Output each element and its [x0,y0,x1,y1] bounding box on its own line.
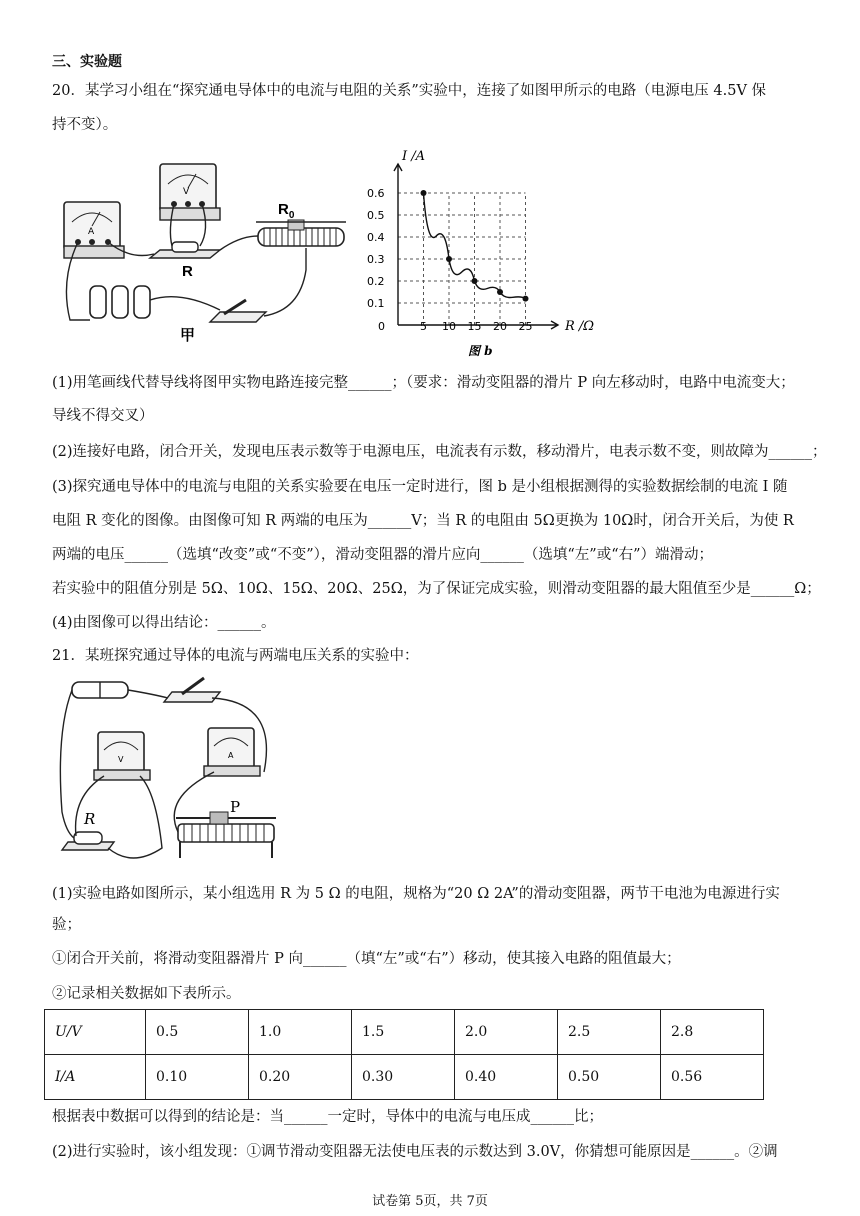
data-table [44,1009,764,1100]
chart-caption: 图 b [468,344,493,358]
q20-part3-line2: 电阻 R 变化的图像。由图像可知 R 两端的电压为______V；当 R 的电阻由 5Ω更换为 10Ω时，闭合开关后，为使 R [52,513,794,529]
voltmeter-icon [94,732,150,780]
q21-part1-line2: 验； [52,917,81,933]
battery-icon [72,682,128,698]
q20-part3-line4: 若实验中的阻值分别是 5Ω、10Ω、15Ω、20Ω、25Ω，为了保证完成实验，则滑动变阻器的最大阻值至少是______Ω； [52,581,821,597]
header-text: U/V [55,1024,82,1040]
q21-part2: (2)进行实验时，该小组发现：①调节滑动变阻器无法使电压表的示数达到 3.0V，你猜想可能原因是______。②调 [52,1144,778,1160]
x-tick-label: 5 [420,320,427,333]
resistor-label: R [84,810,96,828]
chart-grid [398,193,526,325]
chart-xlabel: R /Ω [565,319,595,334]
switch-icon [210,300,266,322]
q20-part1-line1: (1)用笔画线代替导线将图甲实物电路连接完整______；（要求：滑动变阻器的滑片 P 向左移动时，电路中电流变大； [52,375,795,391]
rheostat-icon [176,812,276,858]
table-cell: 1.5 [352,1010,455,1055]
x-tick-label: 10 [442,320,456,333]
table-cell: 0.56 [661,1055,764,1100]
table-cell: 0.5 [146,1010,249,1055]
x-tick-label: 20 [493,320,507,333]
data-point [523,296,529,302]
ammeter-label: A [228,751,234,760]
voltmeter-label: V [183,187,190,197]
circuit-figure-jia [50,150,360,360]
rheostat-label: $R_0$ [278,201,295,221]
table-cell: 1.0 [249,1010,352,1055]
chart-origin-label: 0 [378,320,385,333]
y-tick-label: 0.6 [367,187,385,200]
q21-conclusion: 根据表中数据可以得到的结论是：当______一定时，导体中的电流与电压成______比； [52,1109,603,1125]
table-row [45,1010,764,1055]
q20-part2: (2)连接好电路，闭合开关，发现电压表示数等于电源电压，电流表有示数，移动滑片，电表示数不变，则故障为______； [52,444,827,460]
ammeter-icon [204,728,260,776]
q21-part1-line1: (1)实验电路如图所示，某小组选用 R 为 5 Ω 的电阻，规格为“20 Ω 2A”的滑动变阻器，两节干电池为电源进行实 [52,886,780,902]
table-cell: 2.0 [455,1010,558,1055]
battery-icon [90,286,150,318]
figure-caption-jia: 甲 [180,326,196,344]
y-tick-label: 0.4 [367,231,385,244]
table-cell: 0.20 [249,1055,352,1100]
voltmeter-icon [160,164,220,220]
ammeter-label: A [88,227,95,237]
q21-intro: 21．某班探究通过导体的电流与两端电压关系的实验中： [52,648,419,664]
ammeter-icon [64,202,124,258]
circuit-figure-q21 [52,672,292,872]
page-footer: 试卷第 5页，共 7页 [372,1194,488,1209]
table-cell: 2.8 [661,1010,764,1055]
rheostat-icon [256,220,346,246]
data-point [472,278,478,284]
data-point [497,289,503,295]
section-title: 三、实验题 [52,54,122,70]
q21-step1: ①闭合开关前，将滑动变阻器滑片 P 向______（填“左”或“右”）移动，使其接入电路的阻值最大； [52,951,681,967]
resistor-icon [150,242,220,258]
chart-axes [394,164,558,329]
chart-ylabel: I /A [402,149,426,164]
table-row [45,1055,764,1100]
q20-part4: (4)由图像可以得出结论：______。 [52,615,276,631]
q20-part1-line2: 导线不得交叉） [52,408,154,424]
y-tick-label: 0.1 [367,297,385,310]
q20-intro-line1: 20．某学习小组在“探究通电导体中的电流与电阻的关系”实验中，连接了如图甲所示的电路（电源电压 4.5V 保 [52,83,767,99]
table-cell: 0.50 [558,1055,661,1100]
header-text: I/A [55,1069,76,1085]
y-tick-label: 0.3 [367,253,385,266]
table-header-cell [45,1010,146,1055]
x-tick-label: 25 [518,320,533,333]
table-header-cell [45,1055,146,1100]
q20-part3-line1: (3)探究通电导体中的电流与电阻的关系实验要在电压一定时进行，图 b 是小组根据测得的实验数据绘制的电流 I 随 [52,479,788,495]
chart-figure-b [360,140,620,365]
table-cell: 0.40 [455,1055,558,1100]
data-point [446,256,452,262]
switch-icon [164,678,220,702]
table-cell: 0.30 [352,1055,455,1100]
y-tick-label: 0.2 [367,275,385,288]
x-tick-label: 15 [467,320,482,333]
q20-intro-line2: 持不变）。 [52,117,118,133]
y-tick-label: 0.5 [367,209,385,222]
table-cell: 2.5 [558,1010,661,1055]
table-cell: 0.10 [146,1055,249,1100]
resistor-label: R [182,263,193,280]
slider-label: P [230,798,241,816]
data-point [421,190,427,196]
q20-part3-line3: 两端的电压______（选填“改变”或“不变”），滑动变阻器的滑片应向______（选填“左”或“右”）端滑动； [52,547,714,563]
q21-step2: ②记录相关数据如下表所示。 [52,986,241,1002]
voltmeter-label: V [118,755,124,764]
resistor-icon [62,832,114,850]
